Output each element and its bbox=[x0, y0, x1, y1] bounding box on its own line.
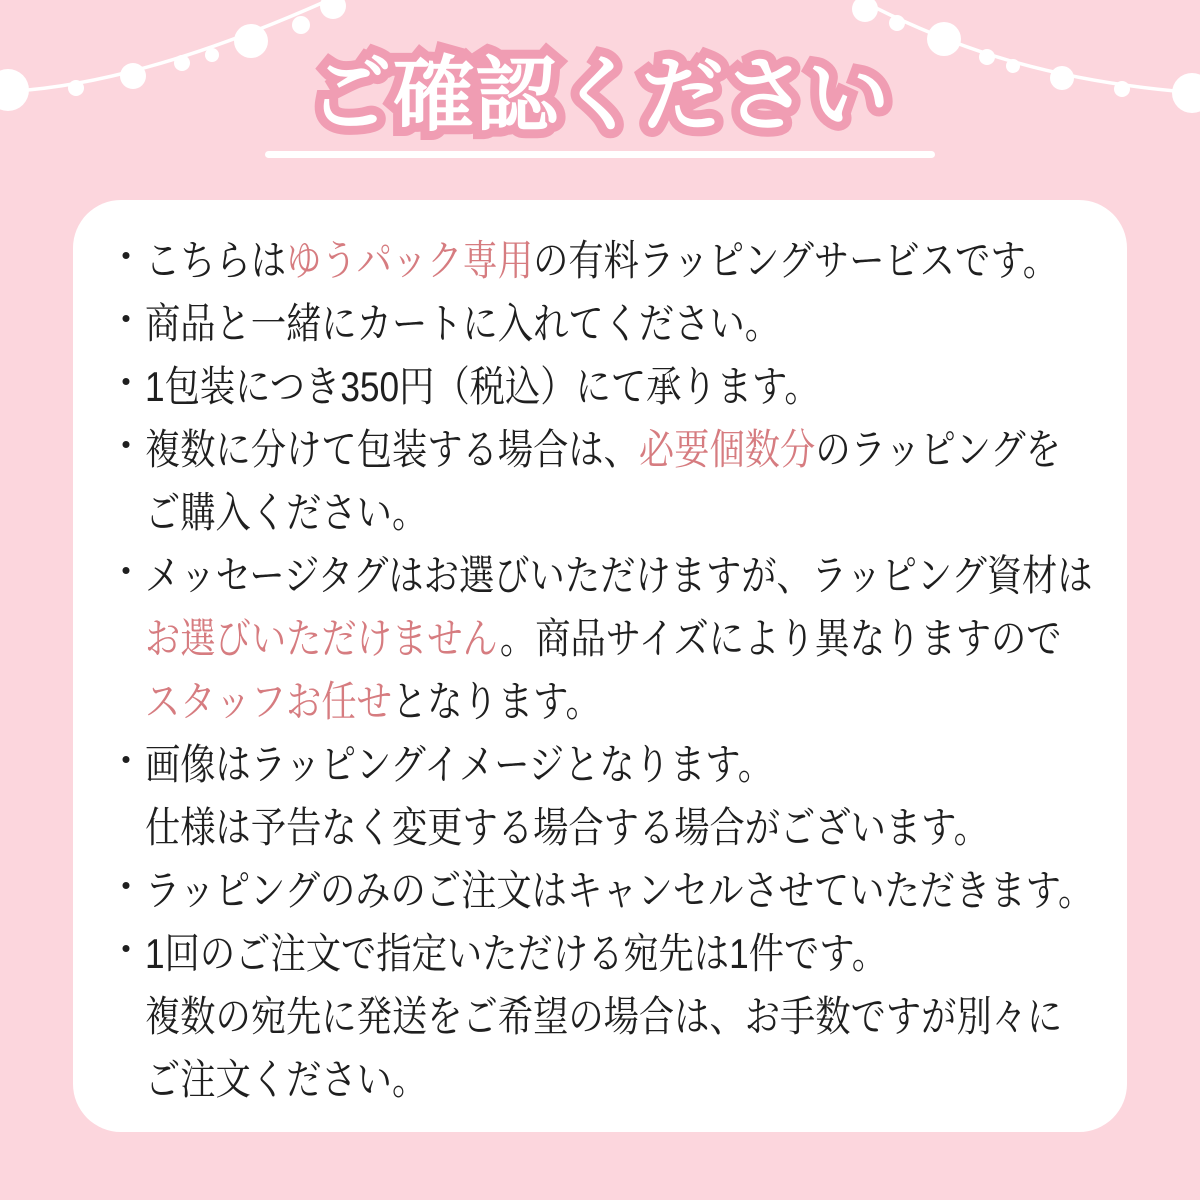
plain-text: ご注文ください。 bbox=[145, 1055, 428, 1103]
bullet-dot: ・ bbox=[107, 425, 146, 468]
line-text bbox=[145, 291, 780, 351]
bullet-dot: ・ bbox=[107, 551, 146, 594]
highlight-text: 必要個数分 bbox=[638, 425, 816, 473]
notice-line bbox=[73, 982, 1127, 1045]
notice-line bbox=[73, 226, 1127, 289]
highlight-text: お選びいただけません bbox=[145, 614, 500, 662]
notice-line bbox=[73, 919, 1127, 982]
line-text bbox=[145, 984, 1062, 1044]
line-text bbox=[145, 858, 1093, 918]
line-text bbox=[145, 795, 989, 855]
notice-line bbox=[73, 1045, 1127, 1108]
plain-text: 。商品サイズにより異なりますので bbox=[499, 614, 1062, 662]
plain-text: ラッピングのみのご注文はキャンセルさせていただきます。 bbox=[145, 866, 1094, 914]
notice-card bbox=[73, 200, 1127, 1132]
notice-line bbox=[73, 415, 1127, 478]
line-text bbox=[145, 669, 601, 729]
header bbox=[0, 46, 1200, 146]
notice-line bbox=[73, 730, 1127, 793]
bullet-dot: ・ bbox=[107, 362, 146, 405]
line-text bbox=[145, 354, 820, 414]
line-text bbox=[145, 921, 887, 981]
notice-line bbox=[73, 667, 1127, 730]
plain-text: 仕様は予告なく変更する場合する場合がございます。 bbox=[145, 803, 989, 851]
plain-text: の有料ラッピングサービスです。 bbox=[533, 236, 1059, 284]
line-text bbox=[145, 417, 1061, 477]
plain-text: となります。 bbox=[391, 677, 601, 725]
page-title: ご確認ください ご確認ください bbox=[309, 46, 890, 146]
bullet-dot: ・ bbox=[107, 866, 146, 909]
notice-lines bbox=[73, 226, 1127, 1108]
title-underline bbox=[265, 151, 935, 158]
notice-line bbox=[73, 604, 1127, 667]
highlight-text: ゆうパック専用 bbox=[286, 236, 534, 284]
plain-text: のラッピングを bbox=[815, 425, 1061, 473]
line-text bbox=[145, 606, 1062, 666]
line-text bbox=[145, 543, 1093, 603]
plain-text: こちらは bbox=[145, 236, 287, 284]
plain-text: メッセージタグはお選びいただけますが、ラッピング資材は bbox=[145, 551, 1093, 599]
plain-text: 画像はラッピングイメージとなります。 bbox=[145, 740, 773, 788]
bullet-dot: ・ bbox=[107, 299, 146, 342]
highlight-text: スタッフお任せ bbox=[145, 677, 392, 725]
notice-line bbox=[73, 352, 1127, 415]
plain-text: ご購入ください。 bbox=[145, 488, 428, 536]
line-text bbox=[145, 480, 427, 540]
plain-text: 1回のご注文で指定いただける宛先は1件です。 bbox=[145, 929, 888, 977]
line-text bbox=[145, 1047, 427, 1107]
plain-text: 商品と一緒にカートに入れてください。 bbox=[145, 299, 781, 347]
notice-line bbox=[73, 793, 1127, 856]
plain-text: 複数の宛先に発送をご希望の場合は、お手数ですが別々に bbox=[145, 992, 1063, 1040]
plain-text: 複数に分けて包装する場合は、 bbox=[145, 425, 639, 473]
notice-line bbox=[73, 478, 1127, 541]
line-text bbox=[145, 228, 1058, 288]
plain-text: 1包装につき350円（税込）にて承ります。 bbox=[145, 362, 820, 410]
notice-line bbox=[73, 856, 1127, 919]
bullet-dot: ・ bbox=[107, 740, 146, 783]
notice-line bbox=[73, 289, 1127, 352]
bullet-dot: ・ bbox=[107, 929, 146, 972]
line-text bbox=[145, 732, 773, 792]
bullet-dot: ・ bbox=[107, 236, 146, 279]
notice-line bbox=[73, 541, 1127, 604]
